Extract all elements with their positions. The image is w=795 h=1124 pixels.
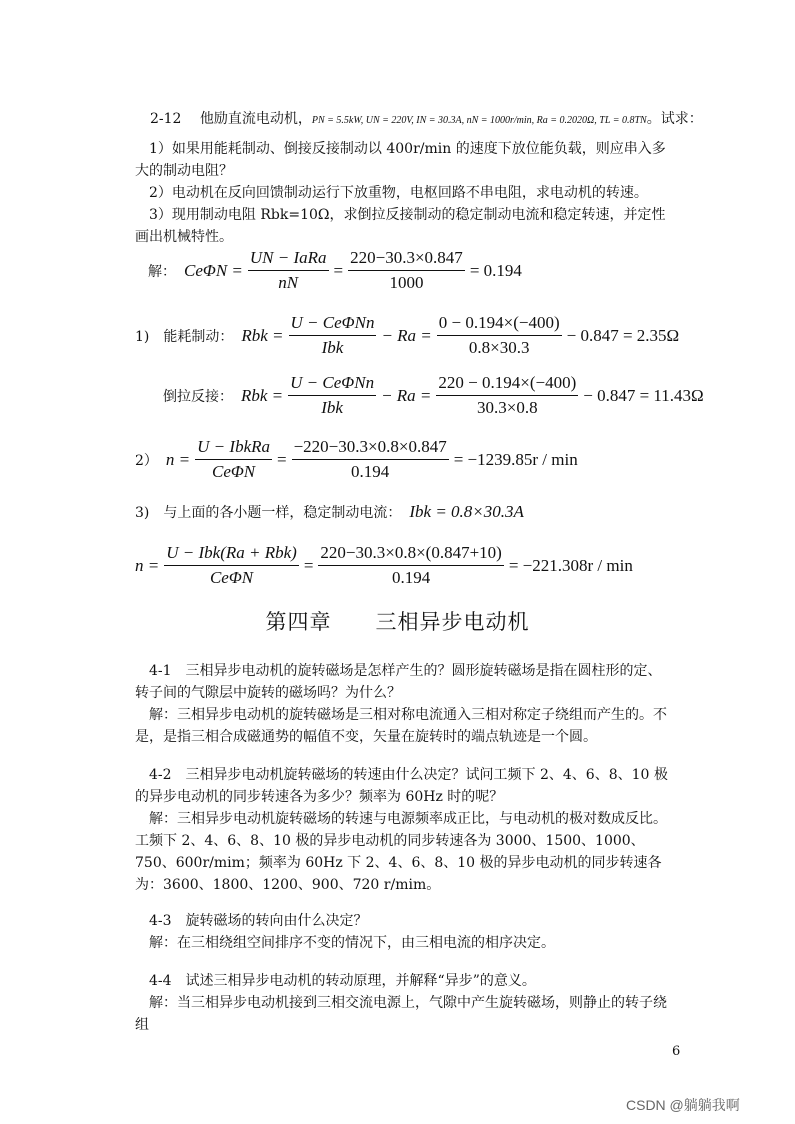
question-4-2: 4-2 三相异步电动机旋转磁场的转速由什么决定？试问工频下 2、4、6、8、10 极的异步电动机的同步转速各为多少？频率为 60Hz 时的呢？ [135, 767, 668, 805]
qa-4-2 [135, 764, 675, 896]
equation-dynamic-braking [135, 313, 679, 358]
s1b-f2-den: 30.3×0.8 [477, 398, 538, 417]
s3b-result: = −221.308r / min [508, 555, 633, 575]
s2-label: 2） [135, 452, 158, 469]
s1-fraction-1 [289, 313, 377, 358]
s1-result: − 0.847 = 2.35Ω [566, 325, 680, 345]
qa-4-4 [135, 970, 675, 1036]
s3-text: 3) 与上面的各小题一样，稳定制动电流： [135, 505, 402, 521]
equation-reverse-braking [163, 373, 704, 418]
equation-braking-current [135, 502, 524, 522]
page-number: 6 [672, 1044, 681, 1059]
problem-params: PN = 5.5kW, UN = 220V, IN = 30.3A, nN = 1000r/min, Ra = 0.2020Ω, TL = 0.8TN [311, 115, 647, 126]
s2-f2-den: 0.194 [351, 462, 390, 481]
s1b-fraction-2 [436, 373, 578, 418]
s2-fraction-2 [292, 437, 449, 482]
answer-4-4: 解：当三相异步电动机接到三相交流电源上，气隙中产生旋转磁场，则静止的转子绕组 [135, 995, 667, 1033]
s1b-mid: − Ra = [381, 385, 432, 405]
s3b-f2-num: 220−30.3×0.8×(0.847+10) [318, 543, 503, 566]
s1-f2-num: 0 − 0.194×(−400) [437, 313, 562, 336]
question-1: 1）如果用能耗制动、倒接反接制动以 400r/min 的速度下放位能负载，则应串入多大的制动电阻？ [135, 141, 666, 179]
equation-stable-speed: n = $\frac{\text{U − Ibk(Ra + Rbk)}}{\text{CeΦN}}$ = $\frac{220-30.3\times 0.8\times(0.847+10)}{0.194}$ = −221.308r / min [135, 543, 633, 587]
s1-lhs: Rbk = [241, 325, 284, 345]
s2-f1-num: U − IbkRa [195, 437, 272, 460]
problem-trail: 。试求： [646, 111, 703, 127]
s1b-result: − 0.847 = 11.43Ω [583, 385, 704, 405]
s1-mid: − Ra = [381, 325, 432, 345]
s1-f1-num: U − CeΦNn [289, 313, 377, 336]
eq0-f2-den: 1000 [389, 273, 424, 292]
answer-4-2: 解：三相异步电动机旋转磁场的转速与电源频率成正比，与电动机的极对数成反比。工频下 2、4、6、8、10 极的异步电动机的同步转速各为 3000、1500、1000、750、600r/mim；频率为 60Hz 下 2、4、6、8、10 极的异步电动机的同步转速各为：3600、1800、1200、900、720 r/mim。 [135, 811, 667, 893]
s1-f1-den: Ibk [321, 338, 344, 357]
question-3: 3）现用制动电阻 Rbk=10Ω，求倒拉反接制动的稳定制动电流和稳定转速，并定性画出机械特性。 [135, 207, 666, 245]
chapter-title: 第四章 三相异步电动机 [265, 610, 530, 634]
question-list [135, 138, 675, 248]
s3-eq: Ibk = 0.8×30.3A [409, 502, 524, 521]
s1b-f1-num: U − CeΦNn [288, 373, 376, 396]
problem-header [150, 110, 703, 130]
solution-label: 解： [148, 263, 176, 280]
s1b-lhs: Rbk = [241, 385, 284, 405]
eq0-fraction-1 [248, 248, 329, 293]
s3b-fraction-2 [318, 543, 503, 588]
s2-result: = −1239.85r / min [453, 449, 578, 469]
s1-f2-den: 0.8×30.3 [468, 338, 530, 357]
watermark: CSDN @躺躺我啊 [626, 1097, 740, 1113]
s2-lhs: n = [165, 449, 191, 469]
question-4-3: 4-3 旋转磁场的转向由什么决定？ [149, 913, 368, 929]
equation-regenerative: 2） n = $\frac{\text{U − IbkRa}}{\text{CeΦN}}$ = $\frac{-220-30.3\times 0.8\times 0.847}{0.194}$ = −1239.85r / min [135, 437, 578, 481]
question-4-1: 4-1 三相异步电动机的旋转磁场是怎样产生的？圆形旋转磁场是指在圆柱形的定、转子间的气隙层中旋转的磁场吗？为什么？ [135, 663, 662, 701]
s1b-fraction-1 [288, 373, 376, 418]
s2-f2-num: −220−30.3×0.8×0.847 [292, 437, 449, 460]
question-2: 2）电动机在反向回馈制动运行下放重物，电枢回路不串电阻，求电动机的转速。 [149, 185, 648, 201]
eq0-f1-num: UN − IaRa [248, 248, 329, 271]
question-4-4: 4-4 试述三相异步电动机的转动原理，并解释“异步”的意义。 [149, 973, 536, 989]
s2-f1-den: CeΦN [211, 462, 256, 481]
s1b-f2-num: 220 − 0.194×(−400) [436, 373, 578, 396]
equation-flux: 解： CeΦN = $\frac{\text{UN − IaRa}}{nN}$ = $\frac{220-30.3\times 0.847}{1000}$ = 0.194 [148, 248, 522, 292]
eq0-f2-num: 220−30.3×0.847 [348, 248, 465, 271]
s1-label: 1) 能耗制动： [135, 328, 234, 345]
answer-4-3: 解：在三相绕组空间排序不变的情况下，由三相电流的相序决定。 [149, 935, 555, 951]
eq0-fraction-2 [348, 248, 465, 293]
s3b-f1-num: U − Ibk(Ra + Rbk) [164, 543, 299, 566]
eq0-lhs: CeΦN = [184, 260, 243, 280]
s3b-f1-den: CeΦN [209, 568, 254, 587]
problem-intro: 他励直流电动机， [199, 111, 312, 127]
s1b-f1-den: Ibk [321, 398, 343, 417]
s2-fraction-1 [195, 437, 272, 482]
eq0-f1-den: nN [278, 273, 299, 292]
answer-4-1: 解：三相异步电动机的旋转磁场是三相对称电流通入三相对称定子绕组而产生的。不是，是指三相合成磁通势的幅值不变，矢量在旋转时的端点轨迹是一个圆。 [135, 707, 667, 745]
qa-4-1 [135, 660, 675, 748]
s3b-lhs: n = [135, 555, 160, 575]
problem-number: 2-12 [150, 111, 182, 127]
s3b-f2-den: 0.194 [391, 568, 431, 587]
qa-4-3 [135, 910, 675, 954]
eq0-result: = 0.194 [469, 260, 522, 280]
s1b-label: 倒拉反接： [163, 388, 233, 405]
s1-fraction-2 [437, 313, 562, 358]
s3b-fraction-1 [164, 543, 299, 588]
